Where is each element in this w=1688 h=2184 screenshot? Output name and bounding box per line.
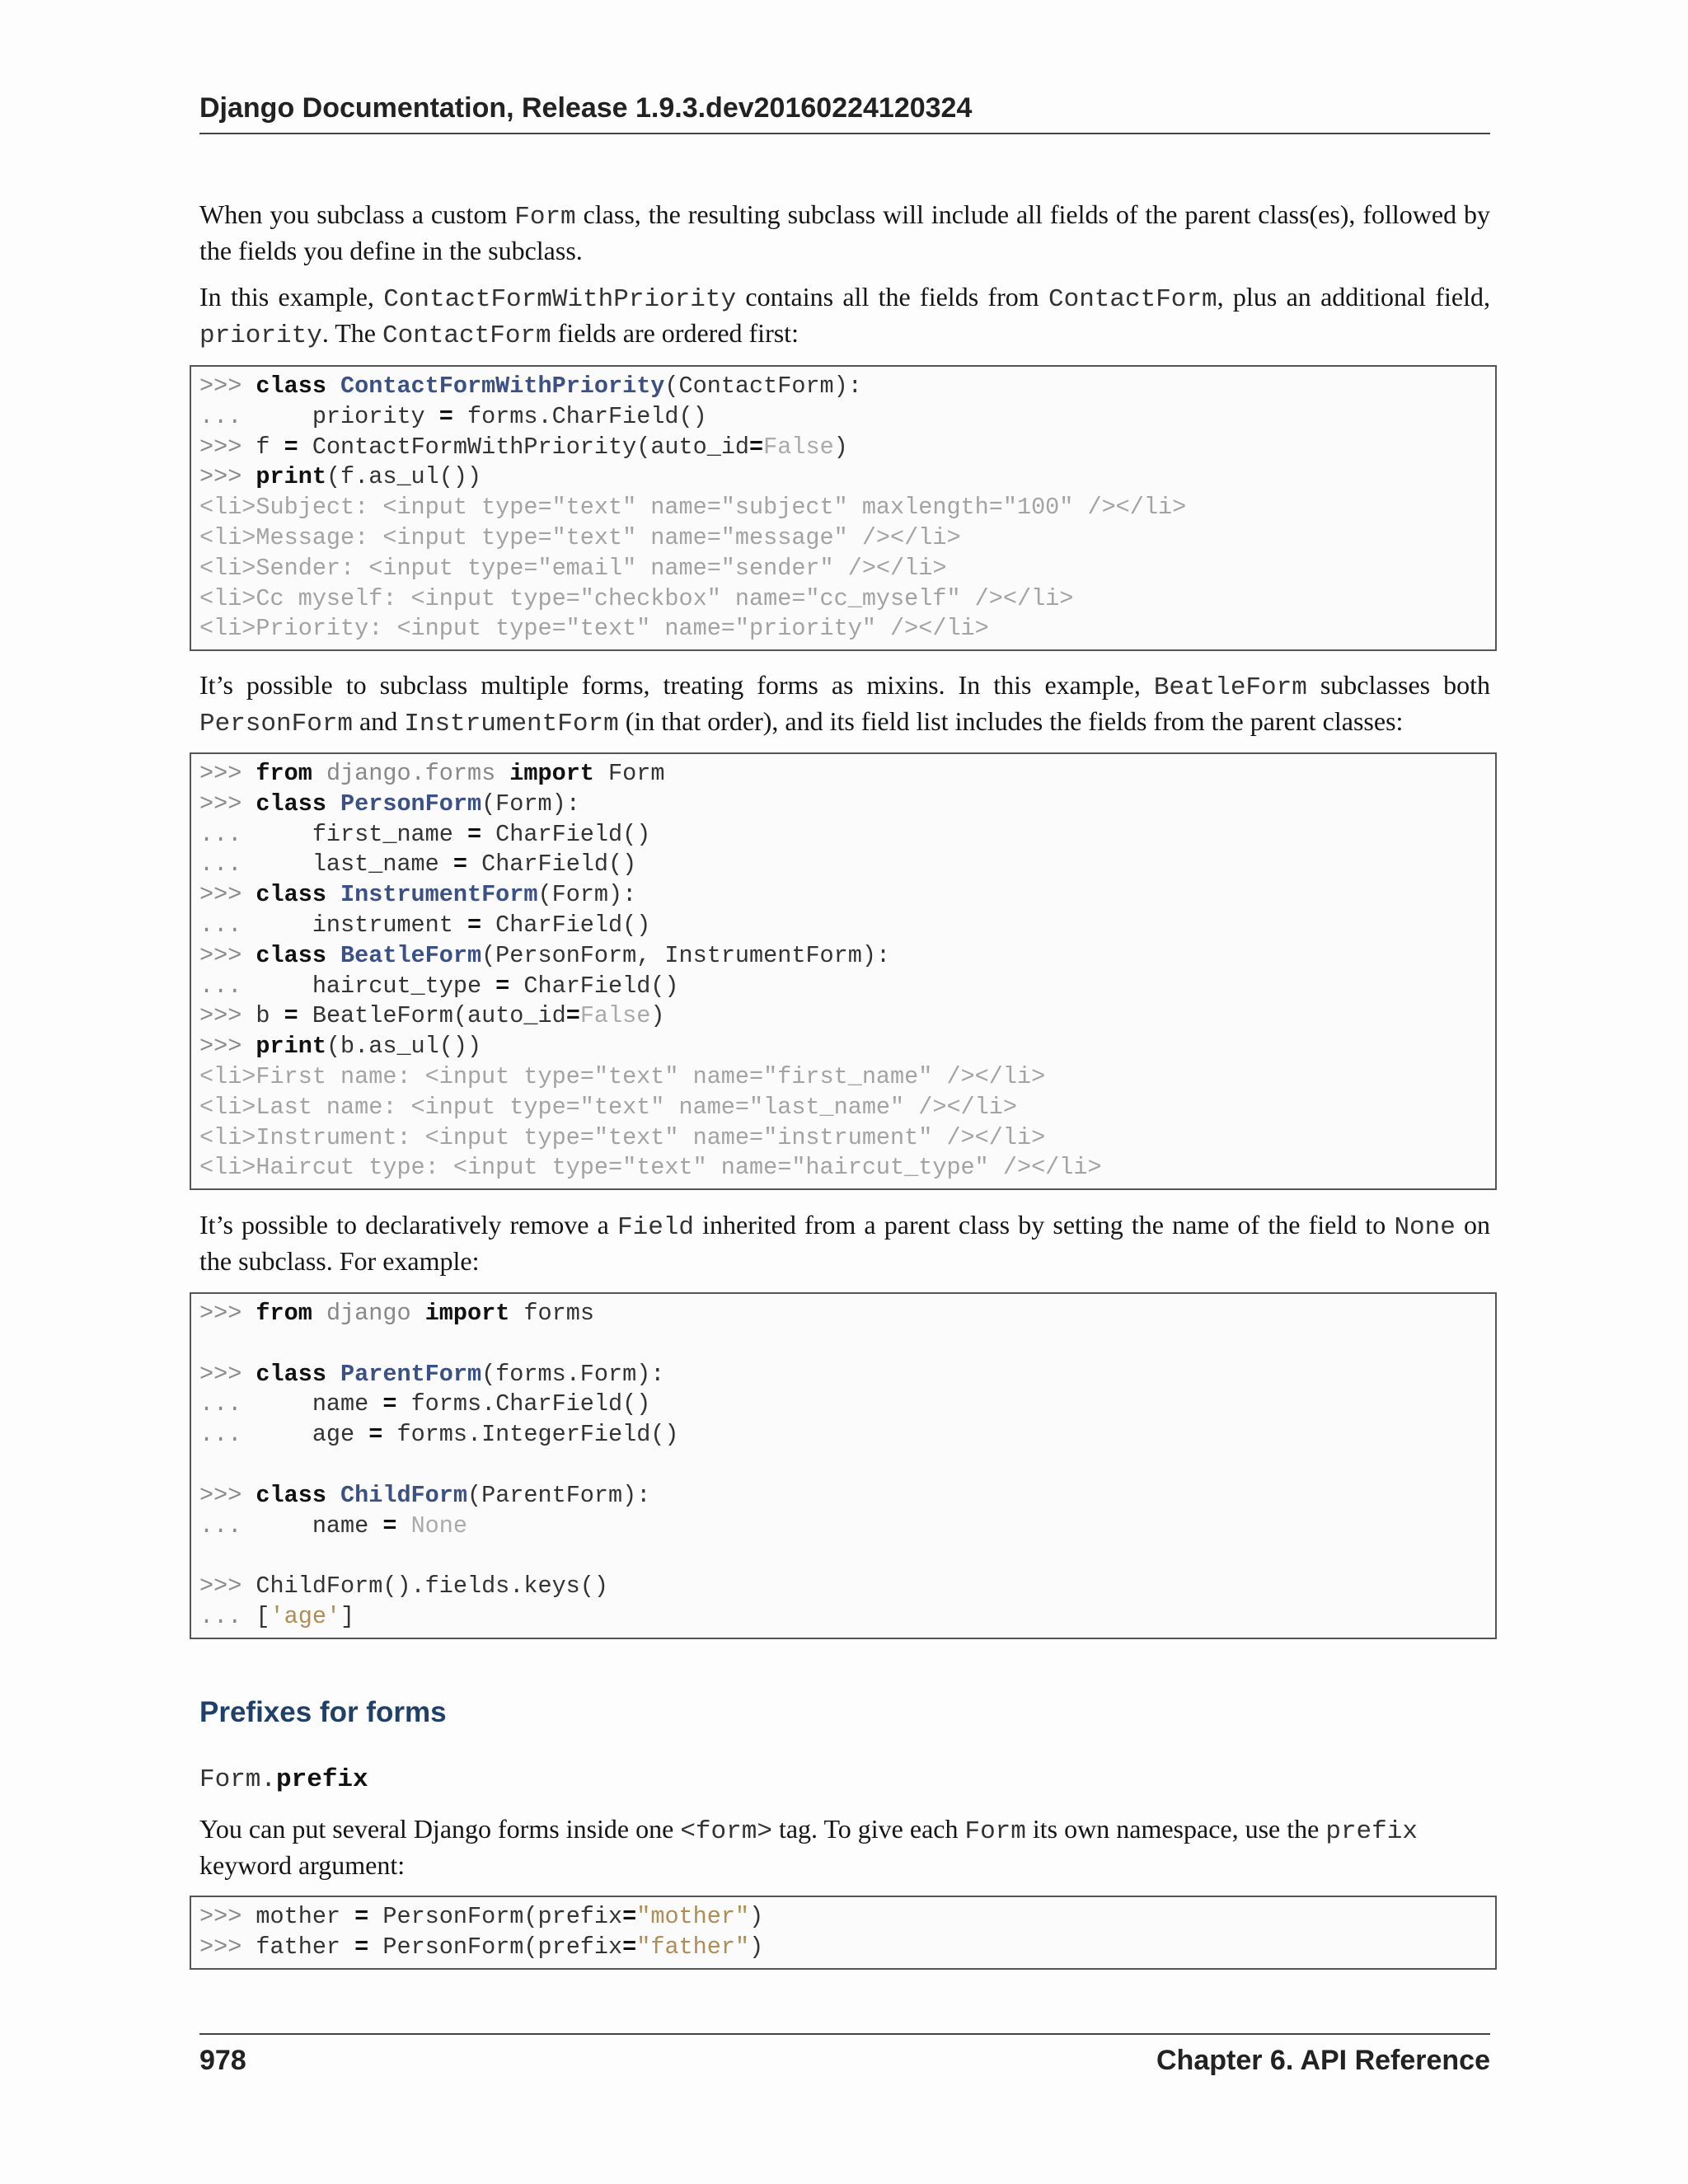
paragraph-prefix [199, 1812, 1490, 1882]
code-line [199, 524, 961, 551]
inline-code: Form [514, 203, 576, 232]
output: <li>Haircut type: <input type="text" name="haircut_type" /></li> [199, 1154, 1102, 1182]
code-text: ) [749, 1933, 764, 1961]
prompt: >>> [199, 941, 256, 969]
class-name: BeatleForm [340, 941, 482, 969]
code-text: ) [650, 1002, 665, 1030]
code-line [199, 972, 679, 1000]
paragraph-mixins [199, 668, 1490, 741]
prompt: >>> [199, 881, 256, 909]
keyword: from [256, 1300, 312, 1327]
code-text: BeatleForm(auto_id [298, 1002, 566, 1030]
inline-code: ContactForm [382, 321, 551, 350]
code-line [199, 1124, 1045, 1151]
keyword: from [256, 760, 312, 787]
output: <li>Last name: <input type="text" name="last_name" /></li> [199, 1093, 1017, 1121]
prompt: ... [199, 1390, 256, 1418]
code-line [199, 1002, 664, 1029]
code-line [199, 585, 1073, 612]
prompt: >>> [199, 1903, 256, 1930]
code-text: age [256, 1421, 369, 1449]
code-text: PersonForm(prefix [368, 1933, 623, 1961]
prompt: >>> [199, 1481, 256, 1509]
code-text: father [256, 1933, 355, 1961]
operator: = [284, 1002, 298, 1030]
operator: = [452, 851, 467, 879]
operator: = [565, 1002, 580, 1030]
text-run: You can put several Django forms inside one [199, 1814, 681, 1844]
code-block-beatle-form [190, 752, 1497, 1190]
inline-code: PersonForm [199, 710, 354, 738]
inline-code: None [1394, 1213, 1456, 1242]
prompt: >>> [199, 1300, 256, 1327]
text-run: inherited from a parent class by setting the name of the field to [694, 1210, 1395, 1240]
code-line [199, 615, 989, 642]
keyword: print [256, 463, 326, 491]
code-line [199, 1390, 650, 1418]
code-text: (Form): [537, 881, 637, 909]
text-run: on the subclass. For example: [199, 1210, 1491, 1276]
prompt: >>> [199, 1033, 256, 1061]
operator: = [368, 1421, 383, 1449]
code-block-prefix [190, 1896, 1497, 1970]
code-line [199, 1482, 650, 1509]
text-run: It’s possible to declaratively remove a [199, 1210, 617, 1240]
text-run: In this example, [199, 282, 384, 312]
code-text: forms.CharField() [396, 1390, 651, 1418]
code-text: CharField() [467, 851, 637, 879]
prompt: ... [199, 820, 256, 848]
constant: False [763, 433, 834, 461]
prompt: >>> [199, 1933, 256, 1961]
running-header: Django Documentation, Release 1.9.3.dev20160224120324 [199, 92, 1490, 134]
code-listing [199, 1299, 1487, 1633]
code-line [199, 1361, 664, 1388]
class-name: ChildForm [340, 1481, 467, 1509]
code-listing [199, 372, 1487, 644]
code-block-contact-form [190, 365, 1497, 651]
inline-code: priority [199, 321, 322, 350]
operator: = [749, 433, 764, 461]
text-run: fields are ordered first: [551, 318, 799, 348]
prompt: ... [199, 1421, 256, 1449]
code-text [312, 760, 326, 787]
class-name: ParentForm [340, 1360, 482, 1388]
code-text [312, 1300, 326, 1327]
prompt: >>> [199, 1360, 256, 1388]
string-literal: "mother" [636, 1903, 750, 1930]
code-text [326, 373, 340, 400]
code-line [199, 1903, 763, 1930]
string-literal: 'age' [270, 1602, 341, 1630]
code-line [199, 790, 580, 818]
text-run: . The [321, 318, 382, 348]
string-literal: "father" [636, 1933, 750, 1961]
code-text [326, 942, 340, 969]
prompt: ... [199, 972, 256, 1000]
prompt: >>> [199, 790, 256, 818]
code-line [199, 555, 946, 582]
code-line [199, 1572, 608, 1600]
code-line [199, 373, 862, 400]
output: <li>Instrument: <input type="text" name="instrument" /></li> [199, 1123, 1046, 1151]
attribute-signature [199, 1765, 368, 1794]
class-name: PersonForm [340, 790, 482, 818]
code-text: ] [340, 1602, 355, 1630]
operator: = [354, 1933, 369, 1961]
inline-code: prefix [1325, 1817, 1418, 1846]
operator: = [354, 1903, 369, 1930]
code-text: ContactFormWithPriority(auto_id [298, 433, 750, 461]
code-line [199, 1300, 594, 1327]
inline-code: Field [617, 1213, 694, 1242]
code-text: PersonForm(prefix [368, 1903, 623, 1930]
module-name: django.forms [326, 760, 496, 787]
page-number: 978 [199, 2045, 246, 2076]
code-line [199, 463, 481, 490]
text-run: When you subclass a custom [199, 199, 515, 229]
code-text: [ [256, 1602, 270, 1630]
code-text [396, 1512, 410, 1540]
keyword: class [256, 373, 326, 400]
inline-code: BeatleForm [1153, 673, 1307, 702]
output: <li>Cc myself: <input type="checkbox" name="cc_myself" /></li> [199, 584, 1074, 612]
paragraph-priority-example [199, 280, 1490, 353]
paragraph-subclass-intro [199, 198, 1490, 268]
code-text [495, 760, 509, 787]
prompt: >>> [199, 433, 256, 461]
code-text: CharField() [481, 820, 651, 848]
keyword: class [256, 941, 326, 969]
code-text [411, 1300, 425, 1327]
code-text: (ContactForm): [664, 373, 862, 400]
code-text: name [256, 1511, 383, 1540]
code-line [199, 1033, 481, 1060]
text-run: tag. To give each [771, 1814, 965, 1844]
class-name: ContactFormWithPriority [340, 373, 665, 400]
prompt: >>> [199, 1002, 256, 1030]
code-text: Form [593, 760, 665, 787]
code-text: (ParentForm): [467, 1481, 651, 1509]
attribute-class: Form. [199, 1765, 277, 1794]
keyword: import [424, 1300, 510, 1327]
code-text: forms.IntegerField() [382, 1421, 679, 1449]
operator: = [438, 402, 453, 430]
code-text: ) [833, 433, 848, 461]
code-text: name [256, 1390, 383, 1418]
prompt: >>> [199, 463, 256, 491]
code-line [199, 434, 848, 461]
code-text: (Form): [481, 790, 580, 818]
chapter-title: Chapter 6. API Reference [1156, 2045, 1490, 2076]
constant: False [579, 1002, 651, 1030]
text-run: its own namespace, use the [1025, 1814, 1326, 1844]
code-text: priority [256, 402, 439, 430]
code-text: CharField() [481, 911, 651, 939]
running-footer [199, 2033, 1490, 2077]
code-line [199, 1154, 1102, 1181]
operator: = [495, 972, 510, 1000]
code-text: (forms.Form): [481, 1360, 665, 1388]
keyword: class [256, 790, 326, 818]
code-line [199, 1094, 1017, 1121]
code-listing [199, 759, 1487, 1183]
keyword: print [256, 1033, 326, 1061]
code-text: instrument [256, 911, 467, 939]
prompt: >>> [199, 373, 256, 400]
code-text: CharField() [509, 972, 679, 1000]
keyword: class [256, 1481, 326, 1509]
code-text: b [256, 1002, 284, 1030]
code-text: last_name [256, 851, 453, 879]
code-line [199, 494, 1186, 521]
output: <li>Sender: <input type="email" name="sender" /></li> [199, 554, 947, 582]
operator: = [382, 1511, 397, 1540]
code-text [326, 1482, 340, 1509]
code-line [199, 912, 650, 939]
paragraph-remove-field [199, 1208, 1490, 1278]
code-line [199, 821, 650, 848]
code-line [199, 1603, 354, 1630]
text-run: contains all the fields from [736, 282, 1048, 312]
text-run: class, the resulting subclass will include all fields of the parent class(es), followed by the fields you define in the subclass. [199, 199, 1491, 265]
operator: = [622, 1933, 637, 1961]
code-text: forms.CharField() [452, 402, 707, 430]
output: <li>Subject: <input type="text" name="subject" maxlength="100" /></li> [199, 494, 1187, 522]
code-text [326, 790, 340, 818]
code-line [199, 1933, 763, 1961]
inline-code: ContactFormWithPriority [383, 285, 737, 314]
prompt: ... [199, 1602, 256, 1630]
code-text: haircut_type [256, 972, 496, 1000]
code-text: forms [509, 1300, 594, 1327]
operator: = [467, 820, 482, 848]
code-text: (b.as_ul()) [326, 1033, 482, 1061]
operator: = [284, 433, 298, 461]
code-line [199, 403, 707, 430]
text-run: and [353, 706, 405, 736]
code-text [326, 1361, 340, 1388]
class-name: InstrumentForm [340, 881, 538, 909]
operator: = [467, 911, 482, 939]
operator: = [622, 1903, 637, 1930]
text-run: , plus an additional field, [1217, 282, 1491, 312]
prompt: ... [199, 851, 256, 879]
code-listing [199, 1902, 1487, 1963]
keyword: import [509, 760, 594, 787]
code-block-child-form [190, 1292, 1497, 1639]
operator: = [382, 1390, 397, 1418]
prompt: ... [199, 402, 256, 430]
text-run: (in that order), and its field list includes the fields from the parent classes: [618, 706, 1404, 736]
code-text: ) [749, 1903, 764, 1930]
prompt: >>> [199, 1572, 256, 1601]
attribute-name: prefix [276, 1765, 368, 1794]
keyword: class [256, 881, 326, 909]
text-run: It’s possible to subclass multiple forms, treating forms as mixins. In this example, [199, 670, 1154, 700]
code-line [199, 851, 636, 878]
output: <li>First name: <input type="text" name="first_name" /></li> [199, 1062, 1046, 1090]
code-text: ChildForm().fields.keys() [256, 1572, 608, 1601]
code-text: (PersonForm, InstrumentForm): [481, 941, 891, 969]
keyword: class [256, 1360, 326, 1388]
code-text: f [256, 433, 284, 461]
constant: None [410, 1511, 467, 1540]
inline-code: <form> [680, 1817, 772, 1846]
code-text: mother [256, 1903, 355, 1930]
code-line [199, 1421, 679, 1448]
code-line [199, 881, 636, 908]
inline-code: Form [964, 1817, 1026, 1846]
prompt: >>> [199, 760, 256, 787]
code-text [326, 881, 340, 908]
code-text: first_name [256, 820, 467, 848]
inline-code: ContactForm [1048, 285, 1217, 314]
prompt: ... [199, 911, 256, 939]
code-text: (f.as_ul()) [326, 463, 482, 491]
code-line [199, 942, 890, 969]
prompt: ... [199, 1511, 256, 1540]
output: <li>Priority: <input type="text" name="priority" /></li> [199, 615, 989, 643]
text-run: subclasses both [1306, 670, 1491, 700]
code-line [199, 1063, 1045, 1090]
text-run: keyword argument: [199, 1850, 406, 1880]
inline-code: InstrumentForm [404, 710, 619, 738]
output: <li>Message: <input type="text" name="message" /></li> [199, 523, 961, 551]
section-title: Prefixes for forms [199, 1696, 447, 1728]
code-line [199, 760, 664, 787]
code-line [199, 1512, 467, 1540]
module-name: django [326, 1300, 411, 1327]
